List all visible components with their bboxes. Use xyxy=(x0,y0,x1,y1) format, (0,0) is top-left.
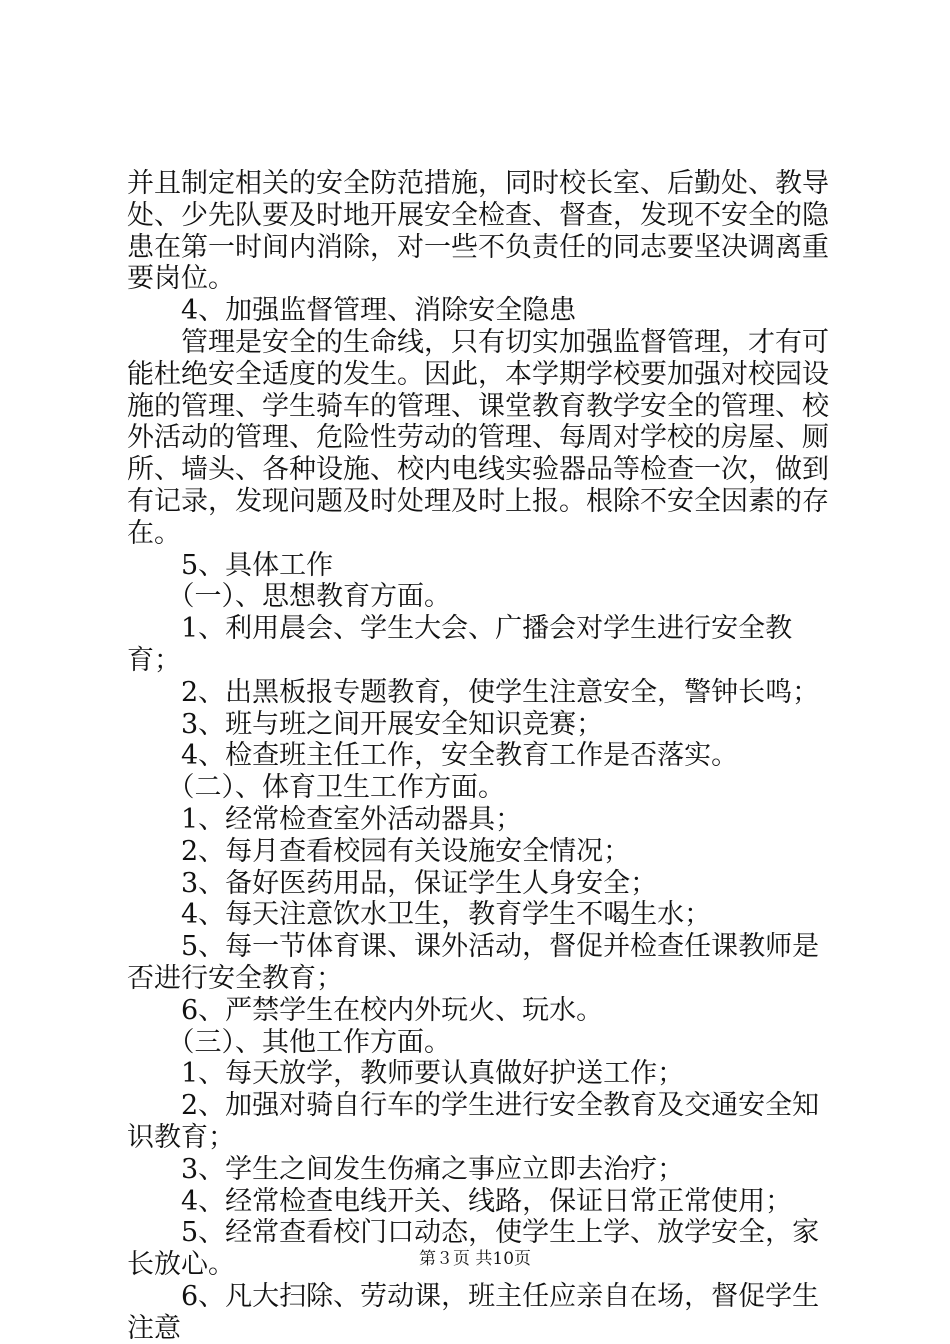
subsection-heading: （三）、其他工作方面。 xyxy=(127,1026,451,1058)
list-item: 4、每天注意饮水卫生，教育学生不喝生水； xyxy=(127,899,712,931)
document-body xyxy=(127,168,839,1344)
page-number-footer: 第３页 共10页 xyxy=(418,1249,532,1269)
section-heading: 5、具体工作 xyxy=(127,549,334,581)
list-item: 1、利用晨会、学生大会、广播会对学生进行安全教育； xyxy=(127,613,793,676)
list-item: 3、学生之间发生伤痛之事应立即去治疗； xyxy=(127,1153,685,1185)
section-heading: 4、加强监督管理、消除安全隐患 xyxy=(127,295,577,327)
list-item: 2、每月查看校园有关设施安全情况； xyxy=(127,835,631,867)
paragraph: 管理是安全的生命线，只有切实加强监督管理，才有可能杜绝安全适度的发生。因此，本学期学校要加强对校园设施的管理、学生骑车的管理、课堂教育教学安全的管理、校外活动的管理、危险性劳动的管理、每周对学校的房屋、厕所、墙头、各种设施、校内电线实验器品等检查一次，做到有记录，发现问题及时处理及时上报。根除不安全因素的存在。 xyxy=(127,326,829,549)
list-item: 2、出黑板报专题教育，使学生注意安全，警钟长鸣； xyxy=(127,676,820,708)
list-item: 1、每天放学，教师要认真做好护送工作； xyxy=(127,1058,685,1090)
list-item: 1、经常检查室外活动器具； xyxy=(127,803,523,835)
list-item: 5、每一节体育课、课外活动，督促并检查任课教师是否进行安全教育； xyxy=(127,931,820,994)
list-item: 6、凡大扫除、劳动课，班主任应亲自在场，督促学生注意 xyxy=(127,1280,820,1344)
list-item: 6、严禁学生在校内外玩火、玩水。 xyxy=(127,994,604,1026)
list-item: 3、班与班之间开展安全知识竞赛； xyxy=(127,708,604,740)
list-item: 4、经常检查电线开关、线路，保证日常正常使用； xyxy=(127,1185,793,1217)
subsection-heading: （一）、思想教育方面。 xyxy=(127,581,451,613)
list-item: 3、备好医药用品，保证学生人身安全； xyxy=(127,867,658,899)
list-item: 5、经常查看校门口动态，使学生上学、放学安全，家长放心。 xyxy=(127,1217,820,1281)
list-item: 4、检查班主任工作，安全教育工作是否落实。 xyxy=(127,740,739,772)
paragraph: 并且制定相关的安全防范措施，同时校长室、后勤处、教导处、少先队要及时地开展安全检查、督查，发现不安全的隐患在第一时间内消除，对一些不负责任的同志要坚决调离重要岗位。 xyxy=(127,168,829,295)
list-item: 2、加强对骑自行车的学生进行安全教育及交通安全知识教育； xyxy=(127,1090,820,1153)
subsection-heading: （二）、体育卫生工作方面。 xyxy=(127,772,505,804)
